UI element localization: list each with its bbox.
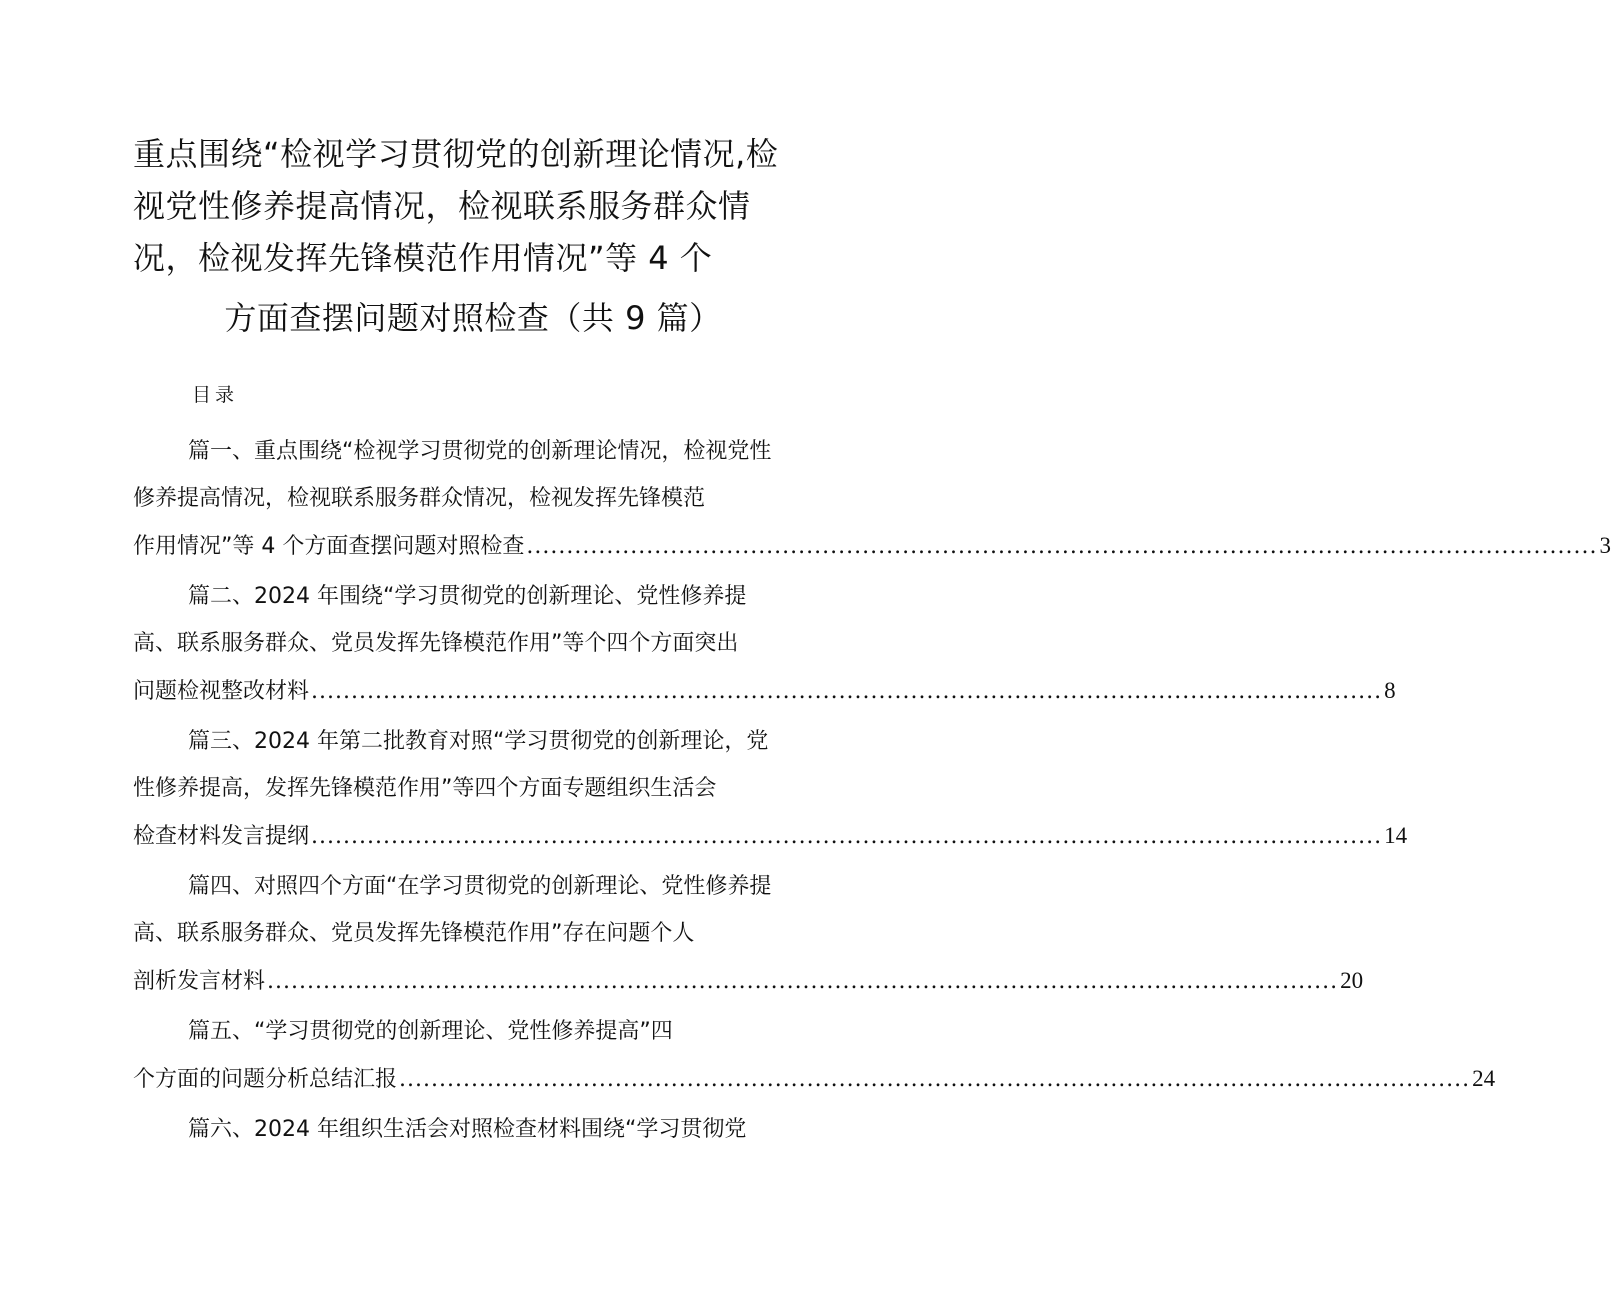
dot-leader: ...................................................................................................................................... (311, 679, 1383, 704)
toc-entry-tail: 个方面的问题分析总结汇报 (133, 1067, 398, 1092)
toc-entry-tail: 剖析发言材料 (133, 969, 266, 994)
toc-entry-text: 篇二、2024 年围绕“学习贯彻党的创新理论、党性修养提高、联系服务群众、党员发挥先锋模范作用”等个四个方面突出 (133, 584, 747, 656)
document-title (133, 128, 803, 344)
toc-entry-tail-line (133, 667, 1396, 715)
toc-entry-text: 篇一、重点围绕“检视学习贯彻党的创新理论情况，检视党性修养提高情况，检视联系服务群众情况，检视发挥先锋模范 (133, 439, 772, 511)
toc-entry-tail-line (133, 957, 1364, 1005)
toc-entry[interactable] (133, 1008, 1496, 1103)
toc-heading: 目录 (192, 384, 239, 406)
toc-entry-tail-line (133, 812, 1408, 860)
dot-leader: ...................................................................................................................................... (399, 1067, 1471, 1092)
toc-entry[interactable] (133, 718, 1408, 860)
table-of-contents (133, 428, 1611, 1153)
toc-entry-tail-line (133, 1055, 1496, 1103)
toc-entry-text: 篇三、2024 年第二批教育对照“学习贯彻党的创新理论，党性修养提高，发挥先锋模范作用”等四个方面专题组织生活会 (133, 729, 769, 801)
toc-entry-tail: 作用情况”等 4 个方面查摆问题对照检查 (133, 534, 525, 559)
dot-leader: ...................................................................................................................................... (267, 969, 1339, 994)
toc-page-number: 14 (1384, 823, 1408, 848)
toc-entry[interactable] (133, 573, 1396, 715)
toc-entry-tail: 问题检视整改材料 (133, 679, 310, 704)
title-line: 况，检视发挥先锋模范作用情况”等 4 个 (133, 239, 713, 277)
toc-entry[interactable] (133, 863, 1364, 1005)
toc-entry-text: 篇五、“学习贯彻党的创新理论、党性修养提高”四 (188, 1019, 673, 1044)
title-line: 视党性修养提高情况，检视联系服务群众情 (133, 187, 751, 225)
dot-leader: ...................................................................................................................................... (526, 534, 1598, 559)
toc-page-number: 20 (1340, 968, 1364, 993)
toc-page-number: 3 (1599, 533, 1611, 558)
toc-entry[interactable] (133, 428, 1611, 570)
toc-entry-partial: 篇六、2024 年组织生活会对照检查材料围绕“学习贯彻党 (188, 1117, 747, 1142)
toc-entry-tail: 检查材料发言提纲 (133, 824, 310, 849)
toc-entry-tail-line (133, 522, 1611, 570)
title-line: 重点围绕“检视学习贯彻党的创新理论情况,检 (133, 135, 779, 173)
toc-entry-text: 篇四、对照四个方面“在学习贯彻党的创新理论、党性修养提高、联系服务群众、党员发挥先锋模范作用”存在问题个人 (133, 874, 772, 946)
toc-page-number: 8 (1384, 678, 1396, 703)
dot-leader: ...................................................................................................................................... (311, 824, 1383, 849)
title-line: 方面查摆问题对照检查（共 9 篇） (224, 299, 722, 337)
toc-page-number: 24 (1472, 1066, 1496, 1091)
